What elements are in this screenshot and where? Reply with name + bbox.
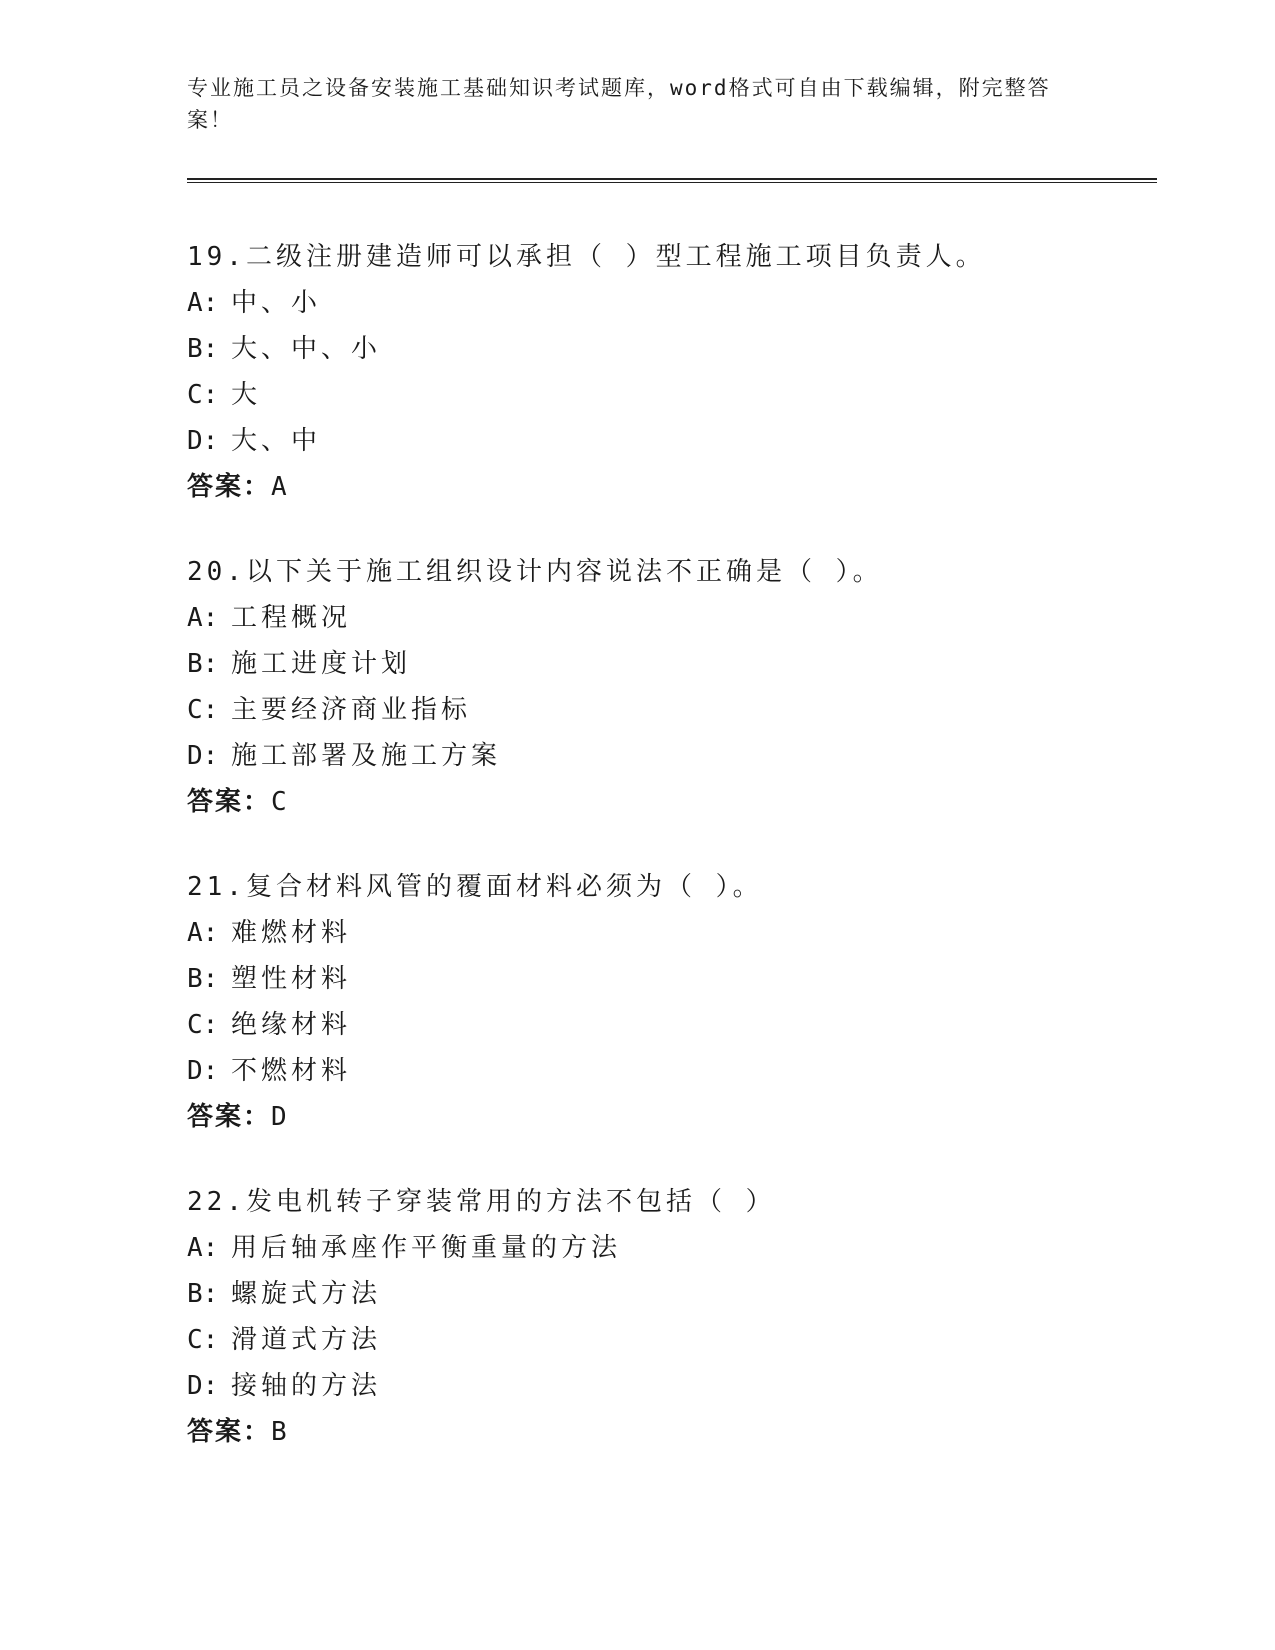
option-key: B: <box>187 649 219 679</box>
option-text: 工程概况 <box>231 603 352 633</box>
option-key: C: <box>187 695 219 725</box>
option-key: A: <box>187 603 219 633</box>
header-divider <box>187 178 1157 183</box>
answer-label: 答案： <box>187 787 272 817</box>
option-text: 大、中 <box>231 426 322 456</box>
option-c <box>187 372 1157 418</box>
option-d <box>187 1363 1157 1409</box>
option-text: 绝缘材料 <box>231 1010 352 1040</box>
option-key: A: <box>187 918 219 948</box>
answer-label: 答案： <box>187 472 272 502</box>
answer-label: 答案： <box>187 1417 272 1447</box>
option-a <box>187 280 1157 326</box>
question-title: 21.复合材料风管的覆面材料必须为（ ）。 <box>187 872 763 902</box>
option-text: 螺旋式方法 <box>231 1279 382 1309</box>
answer-line <box>187 779 1157 825</box>
question-title: 22.发电机转子穿装常用的方法不包括（ ） <box>187 1187 776 1217</box>
option-key: C: <box>187 380 219 410</box>
option-d <box>187 733 1157 779</box>
option-c <box>187 687 1157 733</box>
option-c <box>187 1317 1157 1363</box>
question-title: 20.以下关于施工组织设计内容说法不正确是（ ）。 <box>187 557 883 587</box>
option-b <box>187 956 1157 1002</box>
option-b <box>187 641 1157 687</box>
option-text: 大、中、小 <box>231 334 382 364</box>
option-text: 滑道式方法 <box>231 1325 382 1355</box>
option-b <box>187 1271 1157 1317</box>
option-a <box>187 910 1157 956</box>
option-key: A: <box>187 288 219 318</box>
option-text: 主要经济商业指标 <box>231 695 472 725</box>
answer-line <box>187 464 1157 510</box>
question-21 <box>187 864 1157 1140</box>
option-key: D: <box>187 1371 219 1401</box>
answer-line <box>187 1094 1157 1140</box>
option-text: 难燃材料 <box>231 918 352 948</box>
option-text: 大 <box>231 380 262 410</box>
question-22 <box>187 1179 1157 1455</box>
option-b <box>187 326 1157 372</box>
answer-value: C <box>271 787 289 817</box>
option-text: 中、小 <box>231 288 322 318</box>
option-text: 施工进度计划 <box>231 649 412 679</box>
answer-value: A <box>271 472 289 502</box>
option-key: B: <box>187 964 219 994</box>
option-a <box>187 595 1157 641</box>
document-header: 专业施工员之设备安装施工基础知识考试题库，word格式可自由下载编辑，附完整答案！ <box>187 76 1051 132</box>
option-key: B: <box>187 334 219 364</box>
option-d <box>187 1048 1157 1094</box>
option-key: A: <box>187 1233 219 1263</box>
option-key: D: <box>187 741 219 771</box>
option-key: B: <box>187 1279 219 1309</box>
option-text: 塑性材料 <box>231 964 352 994</box>
option-key: C: <box>187 1325 219 1355</box>
answer-value: B <box>271 1417 289 1447</box>
option-c <box>187 1002 1157 1048</box>
option-key: D: <box>187 1056 219 1086</box>
question-20 <box>187 549 1157 825</box>
option-text: 不燃材料 <box>231 1056 352 1086</box>
option-key: D: <box>187 426 219 456</box>
answer-label: 答案： <box>187 1102 272 1132</box>
option-text: 接轴的方法 <box>231 1371 382 1401</box>
question-title: 19.二级注册建造师可以承担（ ）型工程施工项目负责人。 <box>187 242 986 272</box>
option-text: 用后轴承座作平衡重量的方法 <box>231 1233 622 1263</box>
option-a <box>187 1225 1157 1271</box>
option-text: 施工部署及施工方案 <box>231 741 502 771</box>
answer-value: D <box>271 1102 289 1132</box>
option-d <box>187 418 1157 464</box>
answer-line <box>187 1409 1157 1455</box>
question-19 <box>187 234 1157 510</box>
option-key: C: <box>187 1010 219 1040</box>
